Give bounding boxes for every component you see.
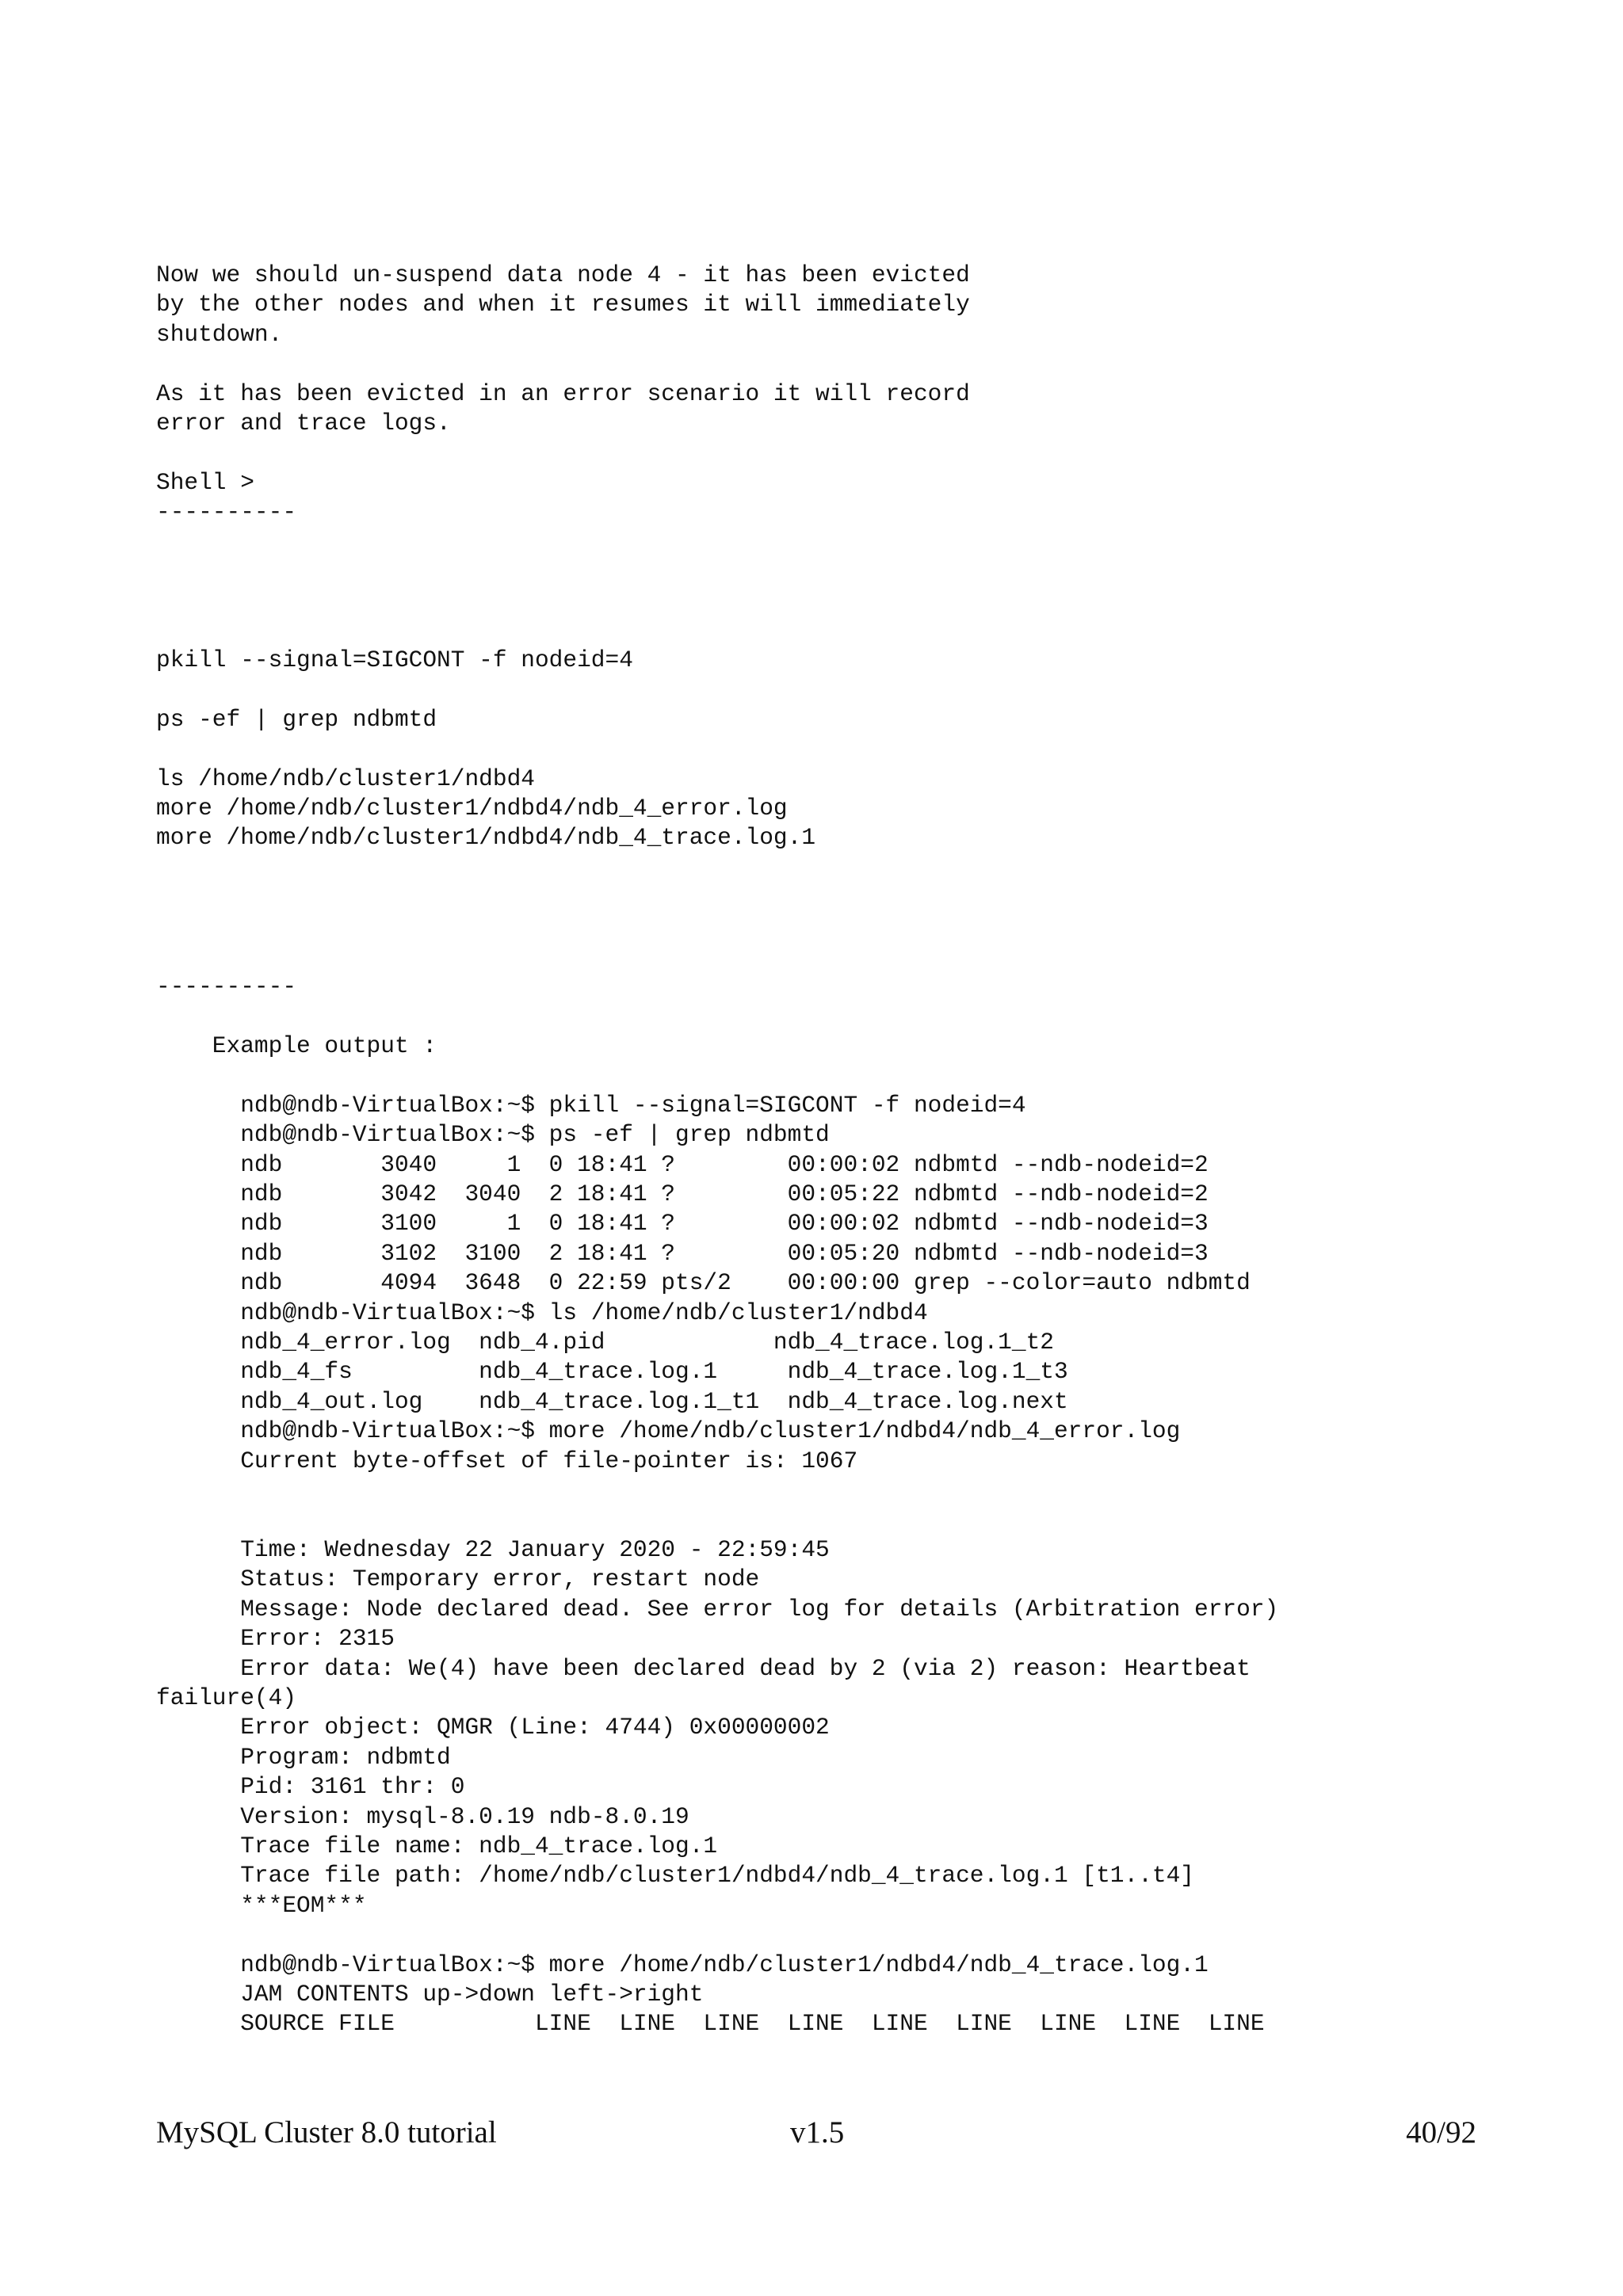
shell-commands: pkill --signal=SIGCONT -f nodeid=4 ps -ef | grep ndbmtd ls /home/ndb/cluster1/ndbd4 more /home/ndb/cluster1/ndbd4/ndb_4_error.log more /home/ndb/cluster1/ndbd4/ndb_4_trace.log.1 xyxy=(156,646,816,852)
divider-start: ---------- xyxy=(156,498,297,525)
page-footer xyxy=(156,2109,1476,2157)
footer-version: v1.5 xyxy=(790,2115,845,2149)
footer-page-number: 40/92 xyxy=(1406,2115,1476,2149)
shell-prompt-label: Shell > xyxy=(156,469,254,496)
example-output-block: Example output : ndb@ndb-VirtualBox:~$ pkill --signal=SIGCONT -f nodeid=4 ndb@ndb-VirtualBox:~$ ps -ef | grep ndbmtd ndb 3040 1 0 18:41 ? 00:00:02 ndbmtd --ndb-nodeid=2 ndb 3042 3040 2 18:41 ? 00:05:22 ndbmtd --ndb-nodeid=2 ndb 3100 1 0 18:41 ? 00:00:02 ndbmtd --ndb-nodeid=3 ndb 3102 3100 2 18:41 ? 00:05:20 ndbmtd --ndb-nodeid=3 ndb 4094 3648 0 22:59 pts/2 00:00:00 grep --color=auto ndbmtd ndb@ndb-VirtualBox:~$ ls /home/ndb/cluster1/ndbd4 ndb_4_error.log ndb_4.pid ndb_4_trace.log.1_t2 ndb_4_fs ndb_4_trace.log.1 ndb_4_trace.log.1_t3 ndb_4_out.log ndb_4_trace.log.1_t1 ndb_4_trace.log.next ndb@ndb-VirtualBox:~$ more /home/ndb/cluster1/ndbd4/ndb_4_error.log Current byte-offset of file-pointer is: 1067 Time: Wednesday 22 January 2020 - 22:59:45 Status: Temporary error, restart node Message: Node declared dead. See error log for details (Arbitration error) Error: 2315 Error data: We(4) have been declared dead by 2 (via 2) reason: Heartbeat failure(4) Error object: QMGR (Line: 4744) 0x00000002 Program: ndbmtd Pid: 3161 thr: 0 Version: mysql-8.0.19 ndb-8.0.19 Trace file name: ndb_4_trace.log.1 Trace file path: /home/ndb/cluster1/ndbd4/ndb_4_trace.log.1 [t1..t4] ***EOM*** ndb@ndb-VirtualBox:~$ more /home/ndb/cluster1/ndbd4/ndb_4_trace.log.1 JAM CONTENTS up->down left->right SOURCE FILE LINE LINE LINE LINE LINE LINE LINE LINE LINE xyxy=(156,1032,1279,2038)
intro-paragraph: Now we should un-suspend data node 4 - it has been evicted by the other nodes and when it resumes it will immediately shutdown. As it has been evicted in an error scenario it will record error and trace logs. xyxy=(156,261,970,437)
footer-doc-title: MySQL Cluster 8.0 tutorial xyxy=(156,2115,497,2149)
divider-end: ---------- xyxy=(156,973,297,1000)
